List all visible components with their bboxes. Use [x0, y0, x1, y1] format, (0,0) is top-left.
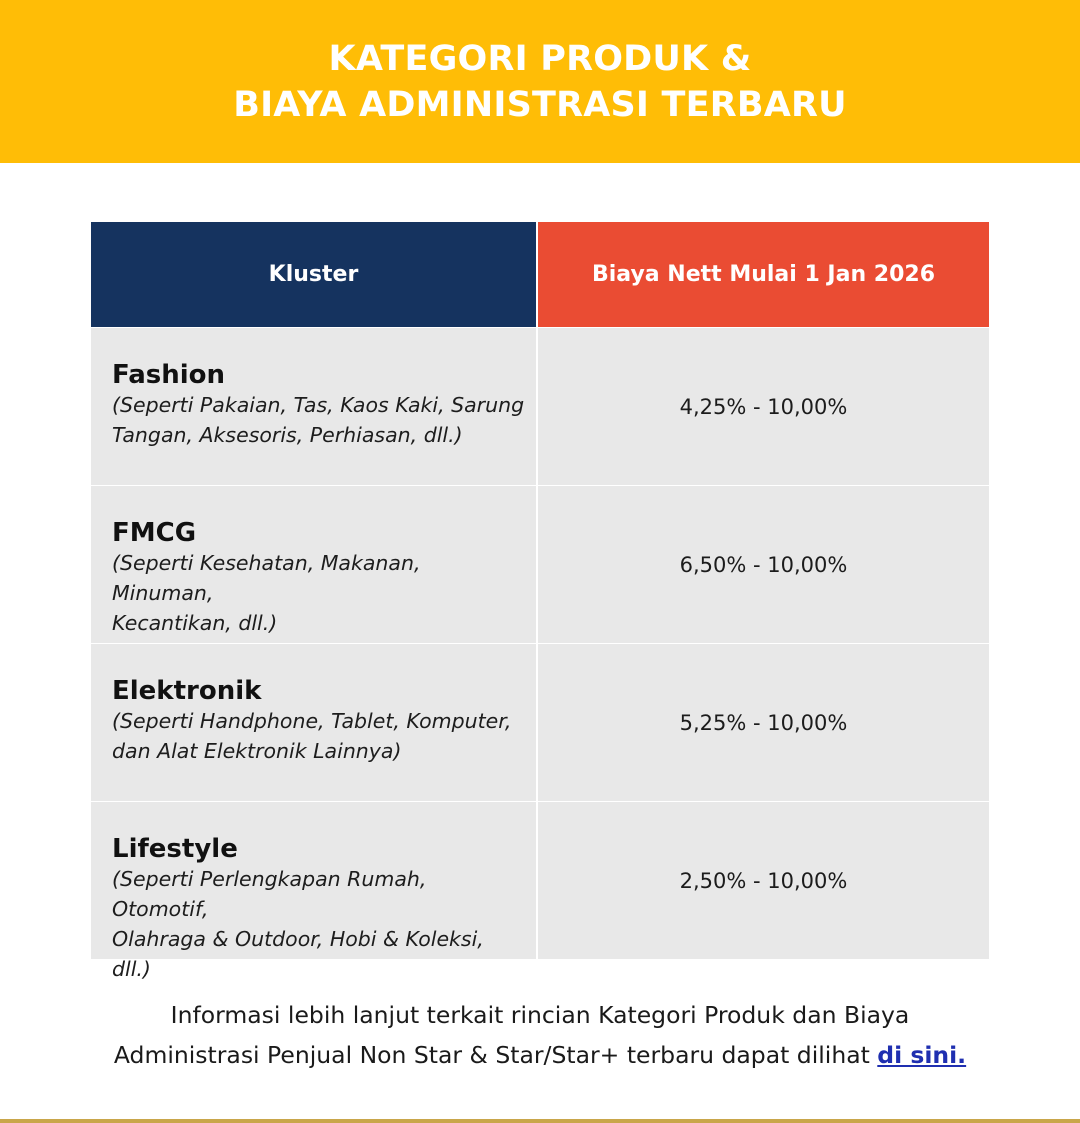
cluster-description-line-1: (Seperti Pakaian, Tas, Kaos Kaki, Sarung	[112, 393, 525, 417]
fee-cell: 6,50% - 10,00%	[538, 486, 989, 643]
cluster-cell	[91, 486, 538, 643]
header-kluster: Kluster	[91, 222, 538, 327]
fee-cell: 5,25% - 10,00%	[538, 644, 989, 801]
cluster-name: Lifestyle	[112, 834, 238, 864]
header-biaya: Biaya Nett Mulai 1 Jan 2026	[538, 222, 989, 327]
banner-title-line-2: BIAYA ADMINISTRASI TERBARU	[233, 84, 847, 125]
cluster-description-line-1: (Seperti Kesehatan, Makanan, Minuman,	[112, 551, 421, 605]
details-link[interactable]: di sini.	[877, 1041, 967, 1069]
cluster-description-line-1: (Seperti Perlengkapan Rumah, Otomotif,	[112, 867, 427, 921]
footer-line-2-text: Administrasi Penjual Non Star & Star/Star+ terbaru dapat dilihat	[113, 1041, 878, 1069]
bottom-divider	[0, 1119, 1080, 1123]
cluster-name: FMCG	[112, 518, 197, 548]
banner-title-line-1: KATEGORI PRODUK &	[328, 38, 752, 79]
table-header	[91, 222, 989, 327]
cluster-cell	[91, 802, 538, 981]
title-banner	[0, 0, 1080, 163]
table-row	[91, 801, 989, 981]
cluster-description-line-2: Kecantikan, dll.)	[112, 611, 278, 635]
footer-line-1: Informasi lebih lanjut terkait rincian Kategori Produk dan Biaya	[170, 1001, 910, 1029]
cluster-name: Elektronik	[112, 676, 262, 706]
cluster-description-line-2: Tangan, Aksesoris, Perhiasan, dll.)	[112, 423, 463, 447]
cluster-cell	[91, 644, 538, 801]
cluster-description-line-1: (Seperti Handphone, Tablet, Komputer,	[112, 709, 512, 733]
cluster-description-line-2: Olahraga & Outdoor, Hobi & Koleksi, dll.)	[112, 927, 484, 981]
cluster-name: Fashion	[112, 360, 226, 390]
fee-cell: 2,50% - 10,00%	[538, 802, 989, 959]
fee-cell: 4,25% - 10,00%	[538, 328, 989, 485]
cluster-description-line-2: dan Alat Elektronik Lainnya)	[112, 739, 402, 763]
table-row	[91, 643, 989, 801]
footer-note	[0, 995, 1080, 1075]
table-row	[91, 327, 989, 485]
table-row	[91, 485, 989, 643]
fee-table	[91, 222, 989, 981]
cluster-cell	[91, 328, 538, 485]
footer-line-2	[0, 1035, 1080, 1075]
